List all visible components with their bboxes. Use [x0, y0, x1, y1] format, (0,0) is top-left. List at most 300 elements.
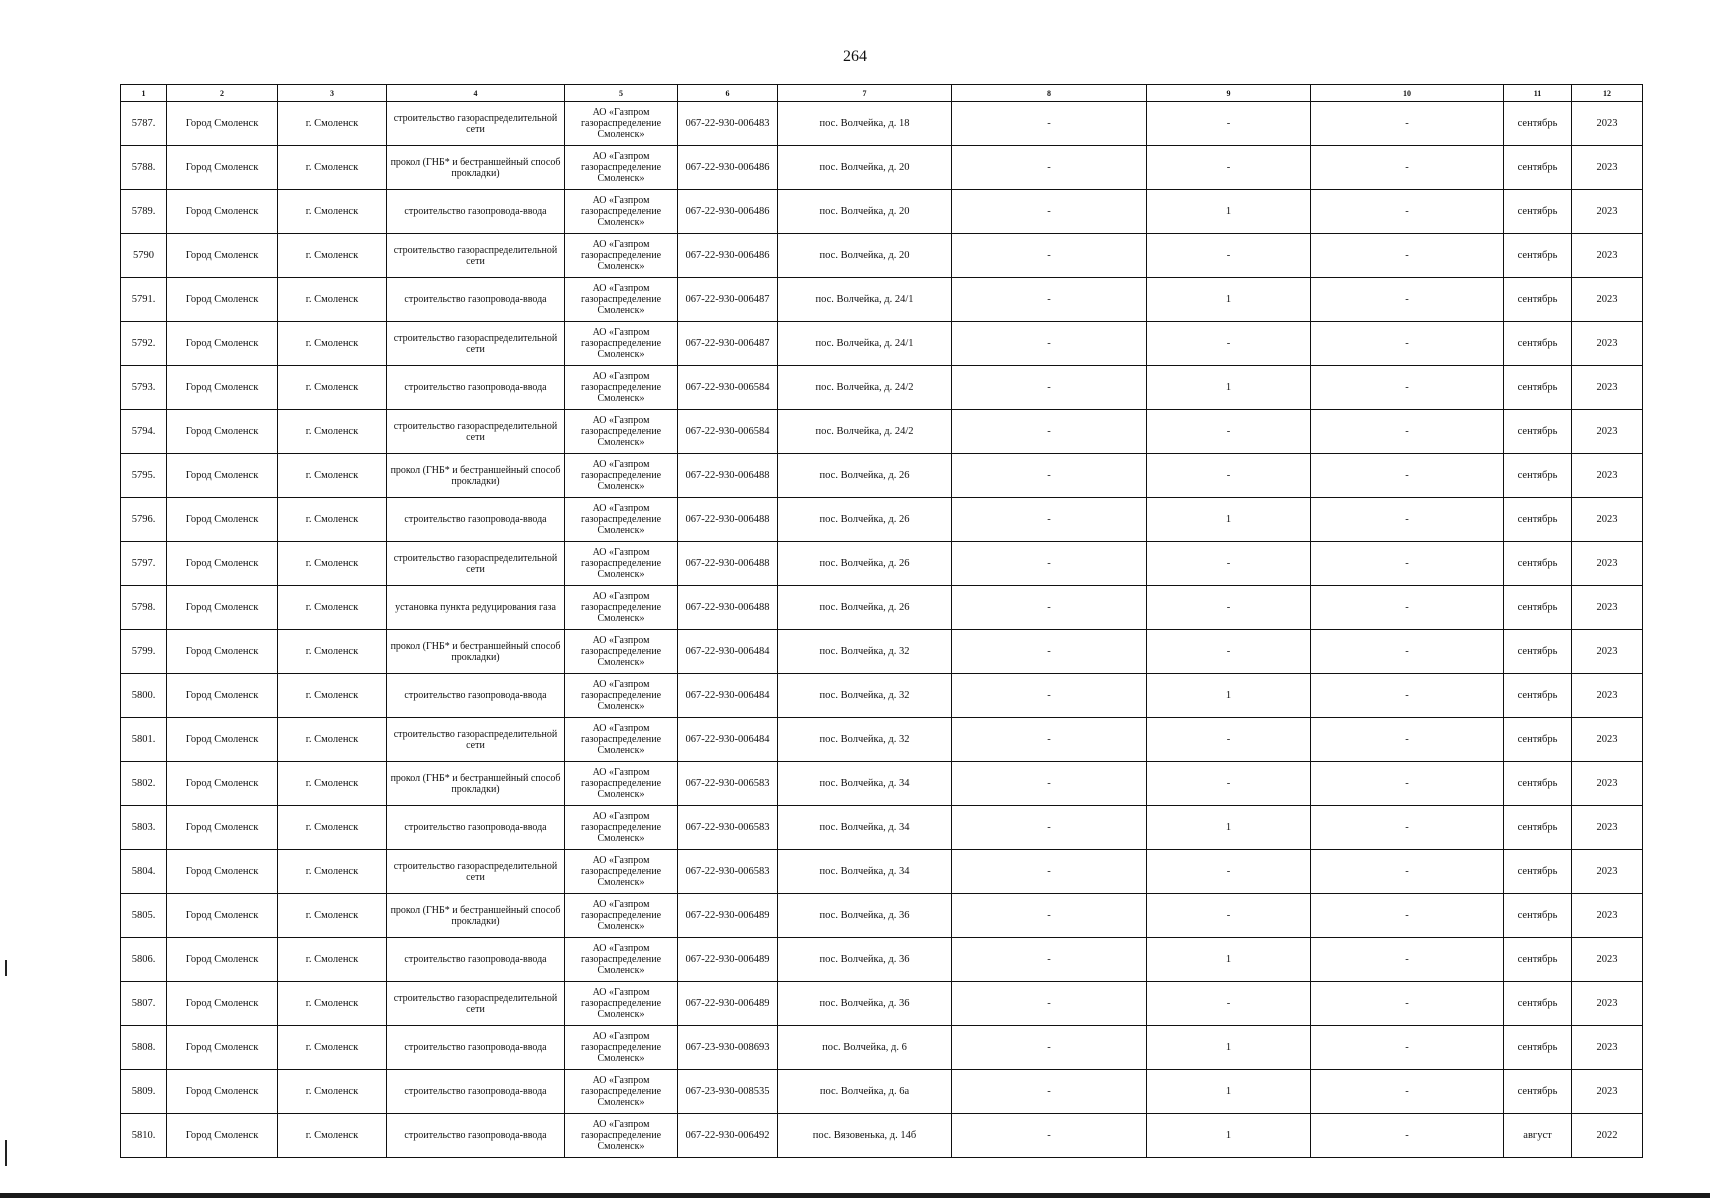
table-cell: - [1311, 630, 1504, 674]
table-cell: строительство газораспределительной сети [387, 410, 565, 454]
table-cell: Город Смоленск [167, 674, 278, 718]
table-cell: 2023 [1572, 1026, 1643, 1070]
table-cell: 2023 [1572, 278, 1643, 322]
table-cell: г. Смоленск [278, 366, 387, 410]
bottom-rule [0, 1193, 1710, 1198]
table-cell: строительство газораспределительной сети [387, 718, 565, 762]
table-cell: - [952, 542, 1147, 586]
table-cell: 5802. [121, 762, 167, 806]
column-header: 3 [278, 85, 387, 102]
table-body [121, 102, 1643, 1158]
table-cell: 1 [1147, 674, 1311, 718]
table-cell: строительство газораспределительной сети [387, 542, 565, 586]
table-cell: г. Смоленск [278, 498, 387, 542]
table-cell: 1 [1147, 278, 1311, 322]
table-cell: 2022 [1572, 1114, 1643, 1158]
table-cell: - [1311, 234, 1504, 278]
table-cell: строительство газораспределительной сети [387, 850, 565, 894]
table-cell: 2023 [1572, 850, 1643, 894]
table-row [121, 718, 1643, 762]
table-cell: 067-22-930-006489 [678, 982, 778, 1026]
table-cell: - [952, 102, 1147, 146]
table-cell: - [1311, 762, 1504, 806]
table-cell: пос. Волчейка, д. 6 [778, 1026, 952, 1070]
table-cell: г. Смоленск [278, 938, 387, 982]
table-cell: Город Смоленск [167, 1070, 278, 1114]
table-cell: сентябрь [1504, 1070, 1572, 1114]
table-cell: прокол (ГНБ* и бестраншейный способ прокладки) [387, 146, 565, 190]
table-cell: - [952, 762, 1147, 806]
table-cell: 1 [1147, 1070, 1311, 1114]
table-row [121, 806, 1643, 850]
table-cell: 067-22-930-006583 [678, 806, 778, 850]
table-cell: 1 [1147, 498, 1311, 542]
table-cell: АО «Газпром газораспределение Смоленск» [565, 850, 678, 894]
table-cell: - [1311, 278, 1504, 322]
table-cell: - [952, 322, 1147, 366]
table-cell: - [952, 586, 1147, 630]
table-cell: 2023 [1572, 366, 1643, 410]
table-cell: пос. Волчейка, д. 26 [778, 498, 952, 542]
table-cell: - [1311, 454, 1504, 498]
table-cell: строительство газораспределительной сети [387, 322, 565, 366]
table-row [121, 1026, 1643, 1070]
table-cell: АО «Газпром газораспределение Смоленск» [565, 366, 678, 410]
table-cell: 067-22-930-006584 [678, 410, 778, 454]
table-cell: пос. Волчейка, д. 36 [778, 938, 952, 982]
table-cell: - [1147, 586, 1311, 630]
table-cell: сентябрь [1504, 146, 1572, 190]
table-cell: 067-23-930-008535 [678, 1070, 778, 1114]
table-cell: сентябрь [1504, 410, 1572, 454]
table-cell: АО «Газпром газораспределение Смоленск» [565, 982, 678, 1026]
table-cell: - [952, 278, 1147, 322]
table-cell: пос. Волчейка, д. 24/1 [778, 322, 952, 366]
table-cell: пос. Волчейка, д. 24/1 [778, 278, 952, 322]
table-cell: АО «Газпром газораспределение Смоленск» [565, 1026, 678, 1070]
table-row [121, 146, 1643, 190]
table-cell: г. Смоленск [278, 586, 387, 630]
table-cell: Город Смоленск [167, 542, 278, 586]
table-cell: г. Смоленск [278, 762, 387, 806]
table-cell: Город Смоленск [167, 850, 278, 894]
table-cell: АО «Газпром газораспределение Смоленск» [565, 102, 678, 146]
table-cell: 2023 [1572, 454, 1643, 498]
table-cell: АО «Газпром газораспределение Смоленск» [565, 674, 678, 718]
table-row [121, 674, 1643, 718]
table-cell: строительство газопровода-ввода [387, 190, 565, 234]
table-cell: 5803. [121, 806, 167, 850]
table-cell: 5806. [121, 938, 167, 982]
table-cell: - [1311, 938, 1504, 982]
table-cell: строительство газораспределительной сети [387, 982, 565, 1026]
table-cell: - [952, 938, 1147, 982]
table-cell: АО «Газпром газораспределение Смоленск» [565, 586, 678, 630]
table-cell: АО «Газпром газораспределение Смоленск» [565, 1070, 678, 1114]
table-cell: АО «Газпром газораспределение Смоленск» [565, 630, 678, 674]
table-cell: г. Смоленск [278, 410, 387, 454]
column-header: 9 [1147, 85, 1311, 102]
table-cell: 5808. [121, 1026, 167, 1070]
table-cell: пос. Волчейка, д. 34 [778, 762, 952, 806]
table-cell: пос. Волчейка, д. 32 [778, 630, 952, 674]
table-cell: сентябрь [1504, 278, 1572, 322]
table-cell: - [1311, 894, 1504, 938]
table-cell: - [952, 234, 1147, 278]
table-cell: 067-22-930-006492 [678, 1114, 778, 1158]
table-cell: 5799. [121, 630, 167, 674]
table-cell: АО «Газпром газораспределение Смоленск» [565, 894, 678, 938]
table-row [121, 278, 1643, 322]
table-cell: Город Смоленск [167, 762, 278, 806]
table-cell: 1 [1147, 366, 1311, 410]
table-cell: 2023 [1572, 806, 1643, 850]
table-cell: г. Смоленск [278, 190, 387, 234]
table-cell: - [1311, 1026, 1504, 1070]
page-number: 264 [843, 48, 867, 65]
table-cell: 2023 [1572, 146, 1643, 190]
table-cell: АО «Газпром газораспределение Смоленск» [565, 938, 678, 982]
table-cell: прокол (ГНБ* и бестраншейный способ прокладки) [387, 762, 565, 806]
table-cell: 5798. [121, 586, 167, 630]
table-cell: сентябрь [1504, 674, 1572, 718]
table-cell: 067-22-930-006486 [678, 146, 778, 190]
table-cell: - [952, 850, 1147, 894]
column-header: 5 [565, 85, 678, 102]
table-cell: - [1147, 762, 1311, 806]
table-cell: АО «Газпром газораспределение Смоленск» [565, 498, 678, 542]
table-cell: прокол (ГНБ* и бестраншейный способ прокладки) [387, 630, 565, 674]
table-cell: строительство газопровода-ввода [387, 1026, 565, 1070]
table-cell: - [952, 1114, 1147, 1158]
table-cell: АО «Газпром газораспределение Смоленск» [565, 806, 678, 850]
table-cell: 2023 [1572, 718, 1643, 762]
table-cell: 1 [1147, 938, 1311, 982]
table-row [121, 938, 1643, 982]
table-cell: 2023 [1572, 894, 1643, 938]
table-cell: Город Смоленск [167, 102, 278, 146]
table-cell: Город Смоленск [167, 630, 278, 674]
table-cell: 067-22-930-006487 [678, 278, 778, 322]
table-cell: 2023 [1572, 1070, 1643, 1114]
table-cell: 1 [1147, 190, 1311, 234]
table-cell: - [952, 146, 1147, 190]
table-row [121, 410, 1643, 454]
table-cell: сентябрь [1504, 366, 1572, 410]
table-cell: - [1147, 454, 1311, 498]
table-cell: г. Смоленск [278, 278, 387, 322]
table-cell: - [1147, 102, 1311, 146]
table-cell: - [1147, 982, 1311, 1026]
table-cell: АО «Газпром газораспределение Смоленск» [565, 762, 678, 806]
table-cell: Город Смоленск [167, 190, 278, 234]
table-cell: строительство газопровода-ввода [387, 278, 565, 322]
table-cell: 5804. [121, 850, 167, 894]
table-cell: 5794. [121, 410, 167, 454]
table-cell: - [1311, 366, 1504, 410]
table-cell: 2023 [1572, 102, 1643, 146]
table-cell: пос. Волчейка, д. 34 [778, 806, 952, 850]
table-cell: 1 [1147, 1026, 1311, 1070]
table-cell: пос. Волчейка, д. 6а [778, 1070, 952, 1114]
table-cell: 067-22-930-006583 [678, 762, 778, 806]
table-cell: - [1311, 146, 1504, 190]
table-cell: Город Смоленск [167, 366, 278, 410]
table-cell: 067-22-930-006584 [678, 366, 778, 410]
table-cell: пос. Вязовенька, д. 14б [778, 1114, 952, 1158]
table-cell: АО «Газпром газораспределение Смоленск» [565, 322, 678, 366]
table-cell: г. Смоленск [278, 102, 387, 146]
column-header: 7 [778, 85, 952, 102]
table-cell: 5790 [121, 234, 167, 278]
table-cell: сентябрь [1504, 806, 1572, 850]
table-cell: пос. Волчейка, д. 36 [778, 982, 952, 1026]
column-header: 12 [1572, 85, 1643, 102]
column-header: 6 [678, 85, 778, 102]
table-cell: Город Смоленск [167, 718, 278, 762]
table-cell: пос. Волчейка, д. 20 [778, 234, 952, 278]
table-cell: 5807. [121, 982, 167, 1026]
table-cell: Город Смоленск [167, 1026, 278, 1070]
table-cell: - [1311, 498, 1504, 542]
table-cell: пос. Волчейка, д. 26 [778, 586, 952, 630]
table-cell: пос. Волчейка, д. 18 [778, 102, 952, 146]
table-cell: - [1311, 586, 1504, 630]
column-header: 2 [167, 85, 278, 102]
table-cell: 067-22-930-006583 [678, 850, 778, 894]
table-cell: - [952, 630, 1147, 674]
table-cell: сентябрь [1504, 498, 1572, 542]
table-cell: Город Смоленск [167, 806, 278, 850]
table-cell: 5789. [121, 190, 167, 234]
table-cell: - [1311, 674, 1504, 718]
column-header: 4 [387, 85, 565, 102]
table-cell: - [1147, 718, 1311, 762]
table-cell: 5792. [121, 322, 167, 366]
table-cell: - [1311, 982, 1504, 1026]
table-cell: 067-22-930-006488 [678, 542, 778, 586]
table-cell: Город Смоленск [167, 322, 278, 366]
table-cell: прокол (ГНБ* и бестраншейный способ прокладки) [387, 894, 565, 938]
table-cell: 5791. [121, 278, 167, 322]
table-row [121, 190, 1643, 234]
table-cell: сентябрь [1504, 982, 1572, 1026]
table-cell: г. Смоленск [278, 234, 387, 278]
table-cell: АО «Газпром газораспределение Смоленск» [565, 190, 678, 234]
table-cell: август [1504, 1114, 1572, 1158]
table-cell: пос. Волчейка, д. 26 [778, 454, 952, 498]
table-cell: 1 [1147, 1114, 1311, 1158]
table-cell: - [952, 674, 1147, 718]
table-cell: 5797. [121, 542, 167, 586]
table-cell: - [1311, 410, 1504, 454]
table-cell: - [952, 498, 1147, 542]
table-cell: - [1311, 190, 1504, 234]
table-cell: 5809. [121, 1070, 167, 1114]
table-cell: - [1147, 850, 1311, 894]
table-row [121, 366, 1643, 410]
table-cell: сентябрь [1504, 542, 1572, 586]
table-cell: Город Смоленск [167, 894, 278, 938]
table-cell: 067-22-930-006488 [678, 586, 778, 630]
table-cell: 2023 [1572, 234, 1643, 278]
table-cell: - [1311, 718, 1504, 762]
table-cell: г. Смоленск [278, 718, 387, 762]
table-cell: г. Смоленск [278, 1070, 387, 1114]
table-cell: пос. Волчейка, д. 24/2 [778, 366, 952, 410]
table-cell: - [952, 982, 1147, 1026]
table-cell: Город Смоленск [167, 498, 278, 542]
table-cell: АО «Газпром газораспределение Смоленск» [565, 410, 678, 454]
table-cell: - [952, 806, 1147, 850]
table-cell: 067-23-930-008693 [678, 1026, 778, 1070]
table-cell: строительство газопровода-ввода [387, 674, 565, 718]
table-cell: Город Смоленск [167, 454, 278, 498]
column-header: 1 [121, 85, 167, 102]
table-cell: АО «Газпром газораспределение Смоленск» [565, 454, 678, 498]
table-cell: сентябрь [1504, 234, 1572, 278]
table-cell: строительство газопровода-ввода [387, 366, 565, 410]
table-cell: - [1147, 146, 1311, 190]
table-cell: строительство газопровода-ввода [387, 1114, 565, 1158]
table-row [121, 894, 1643, 938]
table-cell: Город Смоленск [167, 586, 278, 630]
table-cell: 067-22-930-006483 [678, 102, 778, 146]
table-row [121, 850, 1643, 894]
table-cell: 2023 [1572, 498, 1643, 542]
table-row [121, 630, 1643, 674]
table-cell: г. Смоленск [278, 454, 387, 498]
table-cell: строительство газопровода-ввода [387, 806, 565, 850]
table-cell: Город Смоленск [167, 410, 278, 454]
table-cell: 2023 [1572, 674, 1643, 718]
table-cell: строительство газораспределительной сети [387, 234, 565, 278]
column-header: 8 [952, 85, 1147, 102]
table-cell: АО «Газпром газораспределение Смоленск» [565, 718, 678, 762]
table-cell: пос. Волчейка, д. 26 [778, 542, 952, 586]
table-cell: прокол (ГНБ* и бестраншейный способ прокладки) [387, 454, 565, 498]
table-cell: сентябрь [1504, 102, 1572, 146]
table-cell: - [1311, 322, 1504, 366]
table-cell: Город Смоленск [167, 982, 278, 1026]
table-cell: 067-22-930-006484 [678, 718, 778, 762]
table-cell: 067-22-930-006486 [678, 190, 778, 234]
table-cell: 067-22-930-006489 [678, 894, 778, 938]
table-cell: 2023 [1572, 322, 1643, 366]
table-cell: - [1311, 850, 1504, 894]
table-cell: г. Смоленск [278, 850, 387, 894]
table-cell: - [952, 894, 1147, 938]
table-cell: - [1147, 542, 1311, 586]
table-cell: 067-22-930-006484 [678, 630, 778, 674]
table-cell: 067-22-930-006484 [678, 674, 778, 718]
table-cell: г. Смоленск [278, 542, 387, 586]
table-cell: 2023 [1572, 762, 1643, 806]
table-cell: сентябрь [1504, 762, 1572, 806]
table-cell: АО «Газпром газораспределение Смоленск» [565, 278, 678, 322]
table-cell: - [952, 1070, 1147, 1114]
column-header: 11 [1504, 85, 1572, 102]
table-cell: 5788. [121, 146, 167, 190]
table-cell: 5787. [121, 102, 167, 146]
table-cell: пос. Волчейка, д. 24/2 [778, 410, 952, 454]
table-row [121, 586, 1643, 630]
table-cell: пос. Волчейка, д. 32 [778, 674, 952, 718]
table-cell: - [1311, 542, 1504, 586]
table-cell: строительство газораспределительной сети [387, 102, 565, 146]
table-cell: г. Смоленск [278, 806, 387, 850]
table-row [121, 322, 1643, 366]
table-cell: - [952, 410, 1147, 454]
table-cell: - [952, 190, 1147, 234]
table-cell: 067-22-930-006489 [678, 938, 778, 982]
table-cell: Город Смоленск [167, 1114, 278, 1158]
table-cell: Город Смоленск [167, 938, 278, 982]
table-cell: - [952, 454, 1147, 498]
table-cell: сентябрь [1504, 1026, 1572, 1070]
table-cell: - [1311, 1114, 1504, 1158]
table-cell: сентябрь [1504, 322, 1572, 366]
scan-mark [5, 1140, 7, 1166]
table-cell: 2023 [1572, 586, 1643, 630]
table-cell: 2023 [1572, 938, 1643, 982]
table-cell: 067-22-930-006488 [678, 498, 778, 542]
table-cell: 067-22-930-006488 [678, 454, 778, 498]
table-cell: - [1311, 102, 1504, 146]
table-cell: 067-22-930-006486 [678, 234, 778, 278]
registry-table [120, 84, 1643, 1158]
header-row [121, 85, 1643, 102]
table-row [121, 542, 1643, 586]
table-cell: пос. Волчейка, д. 20 [778, 146, 952, 190]
table-cell: - [1147, 630, 1311, 674]
table-cell: Город Смоленск [167, 146, 278, 190]
table-cell: АО «Газпром газораспределение Смоленск» [565, 234, 678, 278]
table-cell: строительство газопровода-ввода [387, 938, 565, 982]
table-cell: сентябрь [1504, 190, 1572, 234]
table-cell: - [952, 366, 1147, 410]
table-cell: 5800. [121, 674, 167, 718]
table-cell: 067-22-930-006487 [678, 322, 778, 366]
table-cell: сентябрь [1504, 718, 1572, 762]
table-cell: - [1147, 234, 1311, 278]
table-cell: Город Смоленск [167, 234, 278, 278]
table-cell: сентябрь [1504, 850, 1572, 894]
table-cell: сентябрь [1504, 586, 1572, 630]
table-row [121, 1070, 1643, 1114]
table-cell: 5793. [121, 366, 167, 410]
table-cell: - [1147, 322, 1311, 366]
table-cell: 5810. [121, 1114, 167, 1158]
table-cell: установка пункта редуцирования газа [387, 586, 565, 630]
table-cell: 2023 [1572, 190, 1643, 234]
table-cell: 5796. [121, 498, 167, 542]
table-cell: 2023 [1572, 982, 1643, 1026]
table-cell: 5795. [121, 454, 167, 498]
table-cell: пос. Волчейка, д. 20 [778, 190, 952, 234]
table-cell: - [1147, 894, 1311, 938]
table-row [121, 234, 1643, 278]
table-cell: г. Смоленск [278, 322, 387, 366]
table-cell: сентябрь [1504, 894, 1572, 938]
table-cell: строительство газопровода-ввода [387, 1070, 565, 1114]
table-cell: - [1147, 410, 1311, 454]
table-row [121, 1114, 1643, 1158]
table-cell: АО «Газпром газораспределение Смоленск» [565, 1114, 678, 1158]
table-cell: сентябрь [1504, 454, 1572, 498]
table-cell: г. Смоленск [278, 630, 387, 674]
table-cell: строительство газопровода-ввода [387, 498, 565, 542]
